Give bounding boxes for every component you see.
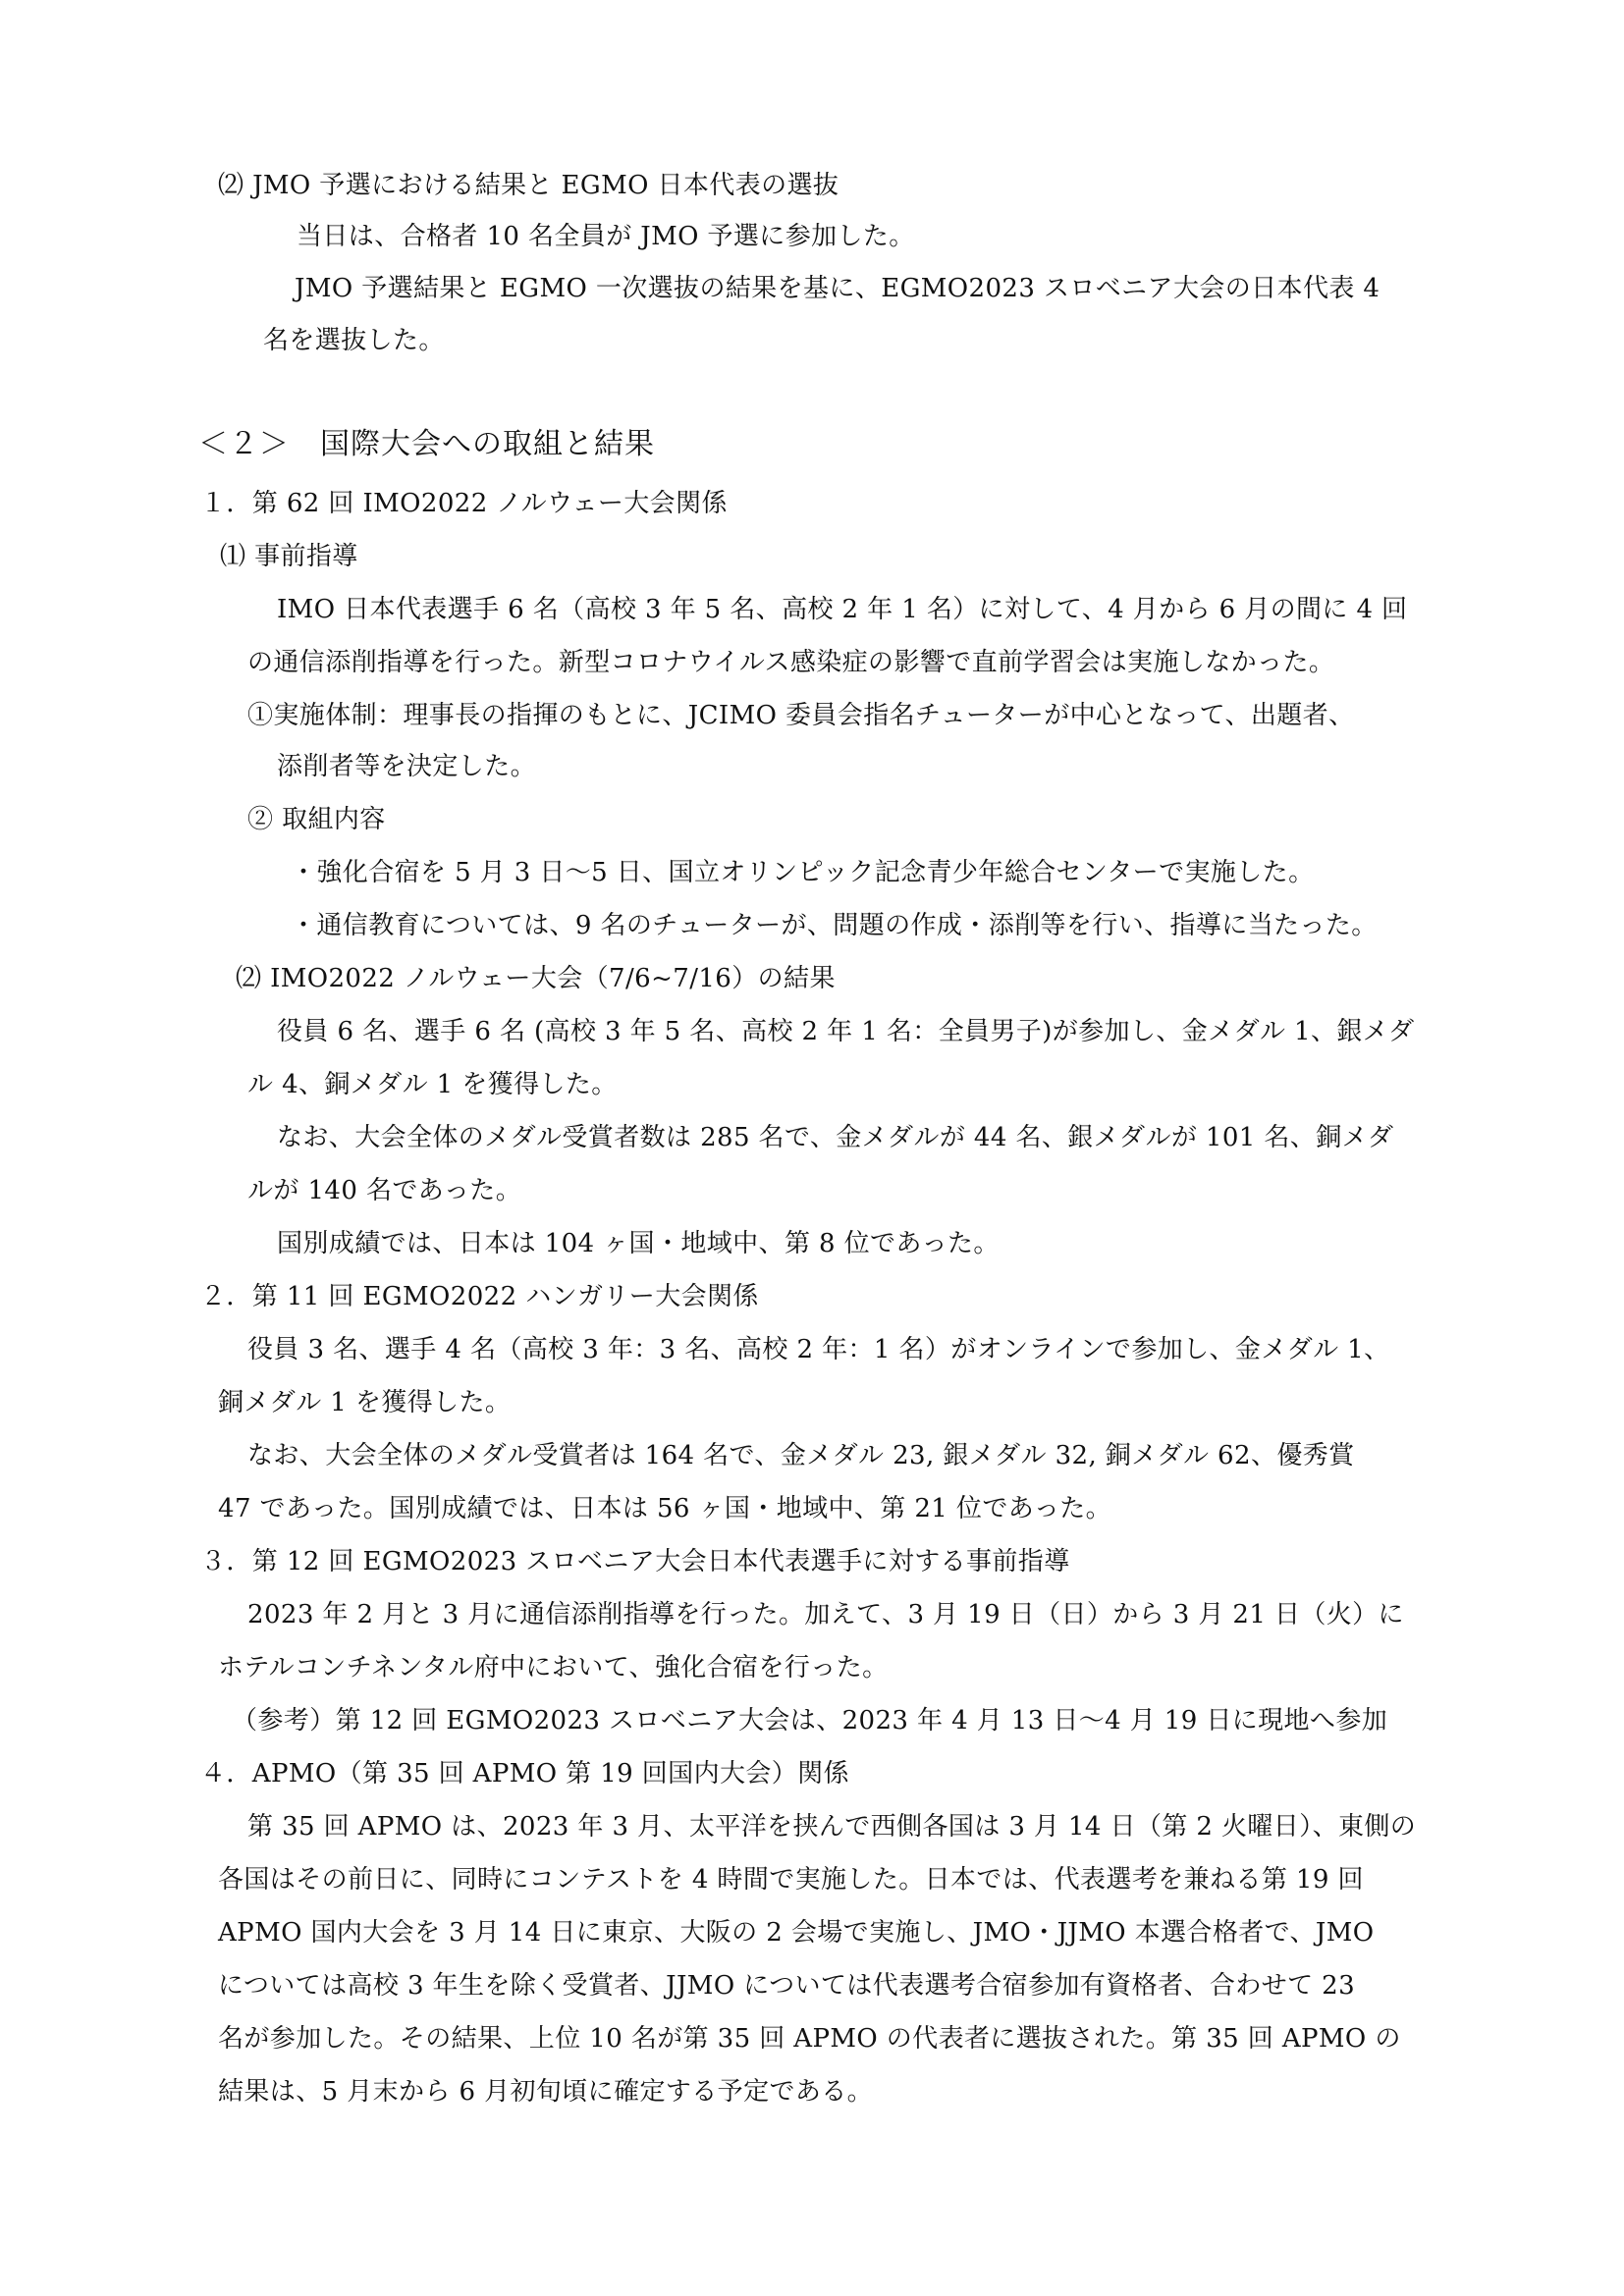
- imo-preparation-para-1b: の通信添削指導を行った。新型コロナウイルス感染症の影響で直前学習会は実施しなかった。: [247, 648, 1335, 677]
- imo-structure-item-a: ①実施体制：理事長の指揮のもとに、JCIMO 委員会指名チューターが中心となって、出題者、: [247, 701, 1355, 730]
- egmo2022-para-2b: 47 であった。国別成績では、日本は 56 ヶ国・地域中、第 21 位であった。: [218, 1494, 1112, 1523]
- egmo2023-title: ３．第 12 回 EGMO2023 スロベニア大会日本代表選手に対する事前指導: [200, 1547, 1070, 1576]
- imo-results-line-1a: 役員 6 名、選手 6 名 (高校 3 年 5 名、高校 2 年 1 名：全員男子)が参加し、金メダル 1、銀メダ: [277, 1017, 1415, 1046]
- imo-results-line-1b: ル 4、銅メダル 1 を獲得した。: [247, 1070, 618, 1099]
- apmo-para-line-1: 第 35 回 APMO は、2023 年 3 月、太平洋を挟んで西側各国は 3 月 14 日（第 2 火曜日）、東側の: [247, 1812, 1417, 1842]
- apmo-para-line-2: 各国はその前日に、同時にコンテストを 4 時間で実施した。日本では、代表選考を兼ねる第 19 回: [218, 1865, 1364, 1895]
- section-2-heading: ＜２＞ 国際大会への取組と結果: [198, 427, 655, 461]
- imo-content-item: ② 取組内容: [247, 805, 386, 834]
- egmo2022-title: ２．第 11 回 EGMO2022 ハンガリー大会関係: [200, 1282, 759, 1311]
- egmo2022-para-1a: 役員 3 名、選手 4 名（高校 3 年：3 名、高校 2 年：1 名）がオンラインで参加し、金メダル 1、: [247, 1335, 1390, 1364]
- egmo-selection-line-2a: JMO 予選結果と EGMO 一次選抜の結果を基に、EGMO2023 スロベニア大会の日本代表 4: [295, 274, 1380, 303]
- apmo-para-line-3: APMO 国内大会を 3 月 14 日に東京、大阪の 2 会場で実施し、JMO・JJMO 本選合格者で、JMO: [218, 1918, 1375, 1948]
- egmo2022-para-2a: なお、大会全体のメダル受賞者は 164 名で、金メダル 23, 銀メダル 32, 銅メダル 62、優秀賞: [247, 1441, 1355, 1470]
- imo-structure-item-b: 添削者等を決定した。: [277, 752, 537, 781]
- egmo2023-para-1a: 2023 年 2 月と 3 月に通信添削指導を行った。加えて、3 月 19 日（日）から 3 月 21 日（火）に: [247, 1600, 1404, 1629]
- imo-preparation-subtitle: ⑴ 事前指導: [220, 542, 358, 571]
- egmo2023-para-1b: ホテルコンチネンタル府中において、強化合宿を行った。: [218, 1653, 889, 1682]
- egmo2022-para-1b: 銅メダル 1 を獲得した。: [218, 1388, 512, 1417]
- apmo-title: ４．APMO（第 35 回 APMO 第 19 回国内大会）関係: [200, 1759, 849, 1789]
- imo-results-subtitle: ⑵ IMO2022 ノルウェー大会（7/6~7/16）の結果: [236, 964, 836, 993]
- imo-bullet-training-camp: ・強化合宿を 5 月 3 日〜5 日、国立オリンピック記念青少年総合センターで実施した。: [291, 858, 1315, 887]
- egmo-selection-subtitle: ⑵ JMO 予選における結果と EGMO 日本代表の選抜: [218, 171, 839, 200]
- apmo-para-line-6: 結果は、5 月末から 6 月初旬頃に確定する予定である。: [218, 2077, 874, 2107]
- imo-results-line-2a: なお、大会全体のメダル受賞者数は 285 名で、金メダルが 44 名、銀メダルが 101 名、銅メダ: [277, 1123, 1394, 1152]
- apmo-para-line-5: 名が参加した。その結果、上位 10 名が第 35 回 APMO の代表者に選抜された。第 35 回 APMO の: [218, 2024, 1401, 2054]
- imo-results-line-2b: ルが 140 名であった。: [247, 1176, 522, 1205]
- imo-results-line-3: 国別成績では、日本は 104 ヶ国・地域中、第 8 位であった。: [277, 1229, 1000, 1258]
- egmo2023-reference-note: （参考）第 12 回 EGMO2023 スロベニア大会は、2023 年 4 月 13 日〜4 月 19 日に現地へ参加: [232, 1706, 1388, 1735]
- imo-preparation-para-1a: IMO 日本代表選手 6 名（高校 3 年 5 名、高校 2 年 1 名）に対して、4 月から 6 月の間に 4 回: [277, 595, 1408, 624]
- imo2022-title: １．第 62 回 IMO2022 ノルウェー大会関係: [200, 489, 728, 518]
- apmo-para-line-4: については高校 3 年生を除く受賞者、JJMO については代表選考合宿参加有資格者、合わせて 23: [218, 1971, 1356, 2001]
- egmo-selection-line-2b: 名を選抜した。: [263, 326, 445, 355]
- imo-bullet-correspondence: ・通信教育については、9 名のチューターが、問題の作成・添削等を行い、指導に当たった。: [291, 911, 1378, 940]
- egmo-selection-line-1: 当日は、合格者 10 名全員が JMO 予選に参加した。: [297, 222, 915, 251]
